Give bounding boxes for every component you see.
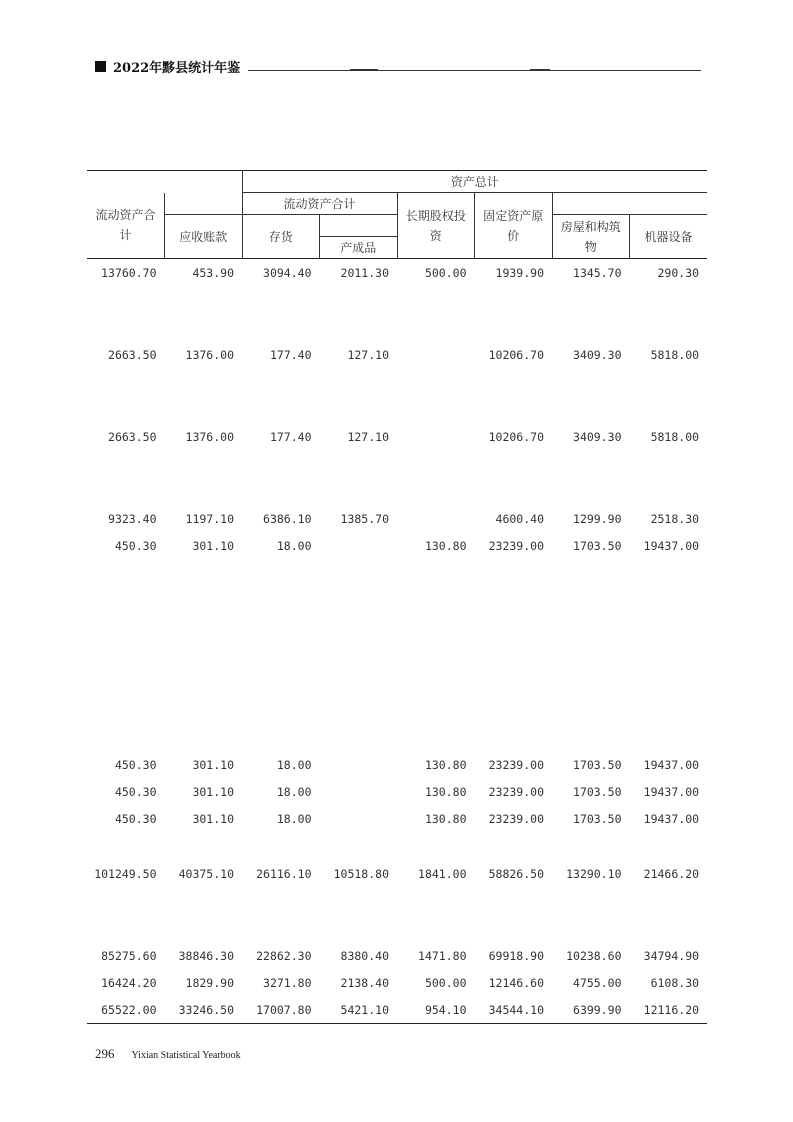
- blank-header-cell: [87, 171, 242, 193]
- table-cell: 954.10: [397, 996, 475, 1024]
- inventory-header: 存货: [242, 215, 320, 259]
- fixed-assets-header-text: 固定资产原 价: [483, 208, 544, 243]
- table-cell: 12116.20: [630, 996, 708, 1024]
- table-cell: 5818.00: [650, 347, 700, 362]
- table-cell: 40375.10: [178, 866, 234, 881]
- table-cell: 1703.50: [573, 757, 622, 772]
- buildings-header: [552, 215, 630, 259]
- table-cell: 1471.80: [418, 948, 467, 963]
- table-row: [87, 751, 707, 778]
- blank-header-cell: [320, 215, 398, 237]
- table-row: [87, 996, 707, 1024]
- table-body: [87, 259, 707, 1024]
- table-cell: 18.00: [276, 538, 312, 553]
- spacer-cell: [87, 887, 707, 942]
- table-cell: 34794.90: [643, 948, 700, 963]
- table-cell: [320, 751, 398, 778]
- table-row: [87, 259, 707, 287]
- table-cell: 1376.00: [185, 429, 234, 444]
- table-cell: 101249.50: [94, 866, 157, 881]
- row-spacer: [87, 832, 707, 860]
- table-cell: [320, 532, 398, 559]
- table-cell: 290.30: [657, 265, 700, 280]
- table-cell: 16424.20: [101, 975, 157, 990]
- table-cell: 177.40: [269, 347, 312, 362]
- table-cell: 1385.70: [340, 511, 389, 526]
- table-cell: 12146.60: [488, 975, 544, 990]
- table-cell: 19437.00: [643, 757, 700, 772]
- table-cell: 4755.00: [573, 975, 622, 990]
- row-spacer: [87, 559, 707, 751]
- spacer-cell: [87, 559, 707, 751]
- row-spacer: [87, 887, 707, 942]
- table-cell: 13760.70: [101, 265, 157, 280]
- table-cell: 9323.40: [108, 511, 157, 526]
- table-cell: 3409.30: [573, 429, 622, 444]
- table-cell: 127.10: [347, 347, 389, 362]
- table-cell: 2138.40: [340, 975, 389, 990]
- table-cell: 500.00: [424, 265, 467, 280]
- table-cell: 13290.10: [566, 866, 622, 881]
- table-row: [87, 969, 707, 996]
- table-cell: 130.80: [424, 811, 467, 826]
- table-row: [87, 942, 707, 969]
- table-cell: 85275.60: [101, 948, 157, 963]
- current-assets-header-text: 流动资产合 计: [95, 208, 156, 243]
- table-cell: 301.10: [192, 811, 234, 826]
- table-header: [87, 171, 707, 259]
- fixed-assets-header: [475, 193, 553, 259]
- table-cell: 18.00: [276, 811, 312, 826]
- table-row: [87, 341, 707, 368]
- table-cell: 301.10: [192, 757, 234, 772]
- table-cell: 17007.80: [242, 996, 320, 1024]
- table-cell: 2518.30: [650, 511, 700, 526]
- row-spacer: [87, 368, 707, 423]
- long-term-equity-header-text: 长期股权投 资: [405, 208, 466, 243]
- table-cell: 33246.50: [165, 996, 243, 1024]
- table-cell: 1376.00: [185, 347, 234, 362]
- book-title: Yixian Statistical Yearbook: [131, 1050, 241, 1061]
- table-cell: 3271.80: [263, 975, 312, 990]
- table-cell: 58826.50: [488, 866, 544, 881]
- total-assets-header: 资产总计: [242, 171, 707, 193]
- finished-goods-header: 产成品: [320, 237, 398, 259]
- table-cell: 26116.10: [256, 866, 312, 881]
- table-cell: 69918.90: [488, 948, 544, 963]
- header-rule-accent: [350, 69, 378, 71]
- table-cell: 23239.00: [488, 538, 544, 553]
- table-cell: 34544.10: [475, 996, 553, 1024]
- buildings-header-text: 房屋和构筑 物: [560, 219, 621, 254]
- table-cell: 19437.00: [643, 538, 700, 553]
- table-cell: 38846.30: [178, 948, 234, 963]
- table-row: [87, 532, 707, 559]
- table-cell: 4600.40: [495, 511, 544, 526]
- table-cell: 450.30: [114, 811, 157, 826]
- table-cell: 500.00: [424, 975, 467, 990]
- header-rule: [248, 70, 701, 71]
- table-cell: 1829.90: [185, 975, 234, 990]
- table-cell: 1299.90: [573, 511, 622, 526]
- yearbook-title: 2022年黟县统计年鉴: [113, 60, 241, 76]
- table-cell: 19437.00: [643, 811, 700, 826]
- table-cell: 1703.50: [573, 538, 622, 553]
- table-row: [87, 505, 707, 532]
- table-row: [87, 805, 707, 832]
- table-cell: 5818.00: [650, 429, 700, 444]
- table-cell: 6399.90: [552, 996, 630, 1024]
- table-cell: 6108.30: [650, 975, 700, 990]
- table-row: [87, 778, 707, 805]
- table-cell: 23239.00: [488, 811, 544, 826]
- table-cell: 130.80: [424, 538, 467, 553]
- statistics-table: [87, 170, 707, 1024]
- table-cell: 22862.30: [256, 948, 312, 963]
- table-cell: 1197.10: [185, 511, 234, 526]
- header-rule-accent: [530, 69, 550, 71]
- table-cell: [320, 805, 398, 832]
- table-cell: 6386.10: [263, 511, 312, 526]
- table-cell: 130.80: [424, 757, 467, 772]
- page-footer: [95, 1046, 241, 1062]
- table-cell: [320, 778, 398, 805]
- blank-header-cell: [165, 193, 243, 215]
- table-cell: 1703.50: [573, 811, 622, 826]
- table-cell: 23239.00: [488, 784, 544, 799]
- table-cell: 23239.00: [488, 757, 544, 772]
- table-cell: 10206.70: [488, 429, 544, 444]
- table-cell: 1703.50: [573, 784, 622, 799]
- table-cell: 450.30: [114, 757, 157, 772]
- spacer-cell: [87, 450, 707, 505]
- table-cell: 10518.80: [333, 866, 389, 881]
- table-cell: 2011.30: [340, 265, 389, 280]
- running-head: [95, 56, 240, 76]
- table-cell: 1345.70: [573, 265, 622, 280]
- table-cell: 18.00: [276, 757, 312, 772]
- row-spacer: [87, 450, 707, 505]
- table-cell: 301.10: [192, 784, 234, 799]
- table-cell: 450.30: [114, 784, 157, 799]
- table-row: [87, 860, 707, 887]
- table-cell: 10206.70: [488, 347, 544, 362]
- long-term-equity-header: [397, 193, 475, 259]
- square-bullet-icon: [95, 61, 106, 72]
- table-cell: 21466.20: [643, 866, 700, 881]
- row-spacer: [87, 286, 707, 341]
- page-number: 296: [95, 1046, 115, 1061]
- table-cell: 1841.00: [418, 866, 467, 881]
- current-assets-subheader: 流动资产合计: [242, 193, 397, 215]
- table-cell: 2663.50: [108, 429, 157, 444]
- spacer-cell: [87, 832, 707, 860]
- table-row: [87, 423, 707, 450]
- table-cell: 1939.90: [495, 265, 544, 280]
- spacer-cell: [87, 286, 707, 341]
- table-cell: 8380.40: [340, 948, 389, 963]
- table-cell: 130.80: [424, 784, 467, 799]
- table-cell: 19437.00: [643, 784, 700, 799]
- table-cell: 5421.10: [320, 996, 398, 1024]
- table-cell: 2663.50: [108, 347, 157, 362]
- blank-header-cell: [552, 193, 707, 215]
- table-cell: [397, 423, 475, 450]
- table-cell: 177.40: [269, 429, 312, 444]
- receivables-header: 应收账款: [165, 215, 243, 259]
- table-cell: 450.30: [114, 538, 157, 553]
- table-cell: 10238.60: [566, 948, 622, 963]
- table-cell: 18.00: [276, 784, 312, 799]
- table-cell: [397, 505, 475, 532]
- table-cell: 453.90: [192, 265, 234, 280]
- table-cell: 3409.30: [573, 347, 622, 362]
- table-cell: 127.10: [347, 429, 389, 444]
- table-cell: [397, 341, 475, 368]
- table-cell: 65522.00: [87, 996, 165, 1024]
- machinery-header: 机器设备: [630, 215, 708, 259]
- current-assets-header: [87, 193, 165, 259]
- spacer-cell: [87, 368, 707, 423]
- table-cell: 301.10: [192, 538, 234, 553]
- table-cell: 3094.40: [263, 265, 312, 280]
